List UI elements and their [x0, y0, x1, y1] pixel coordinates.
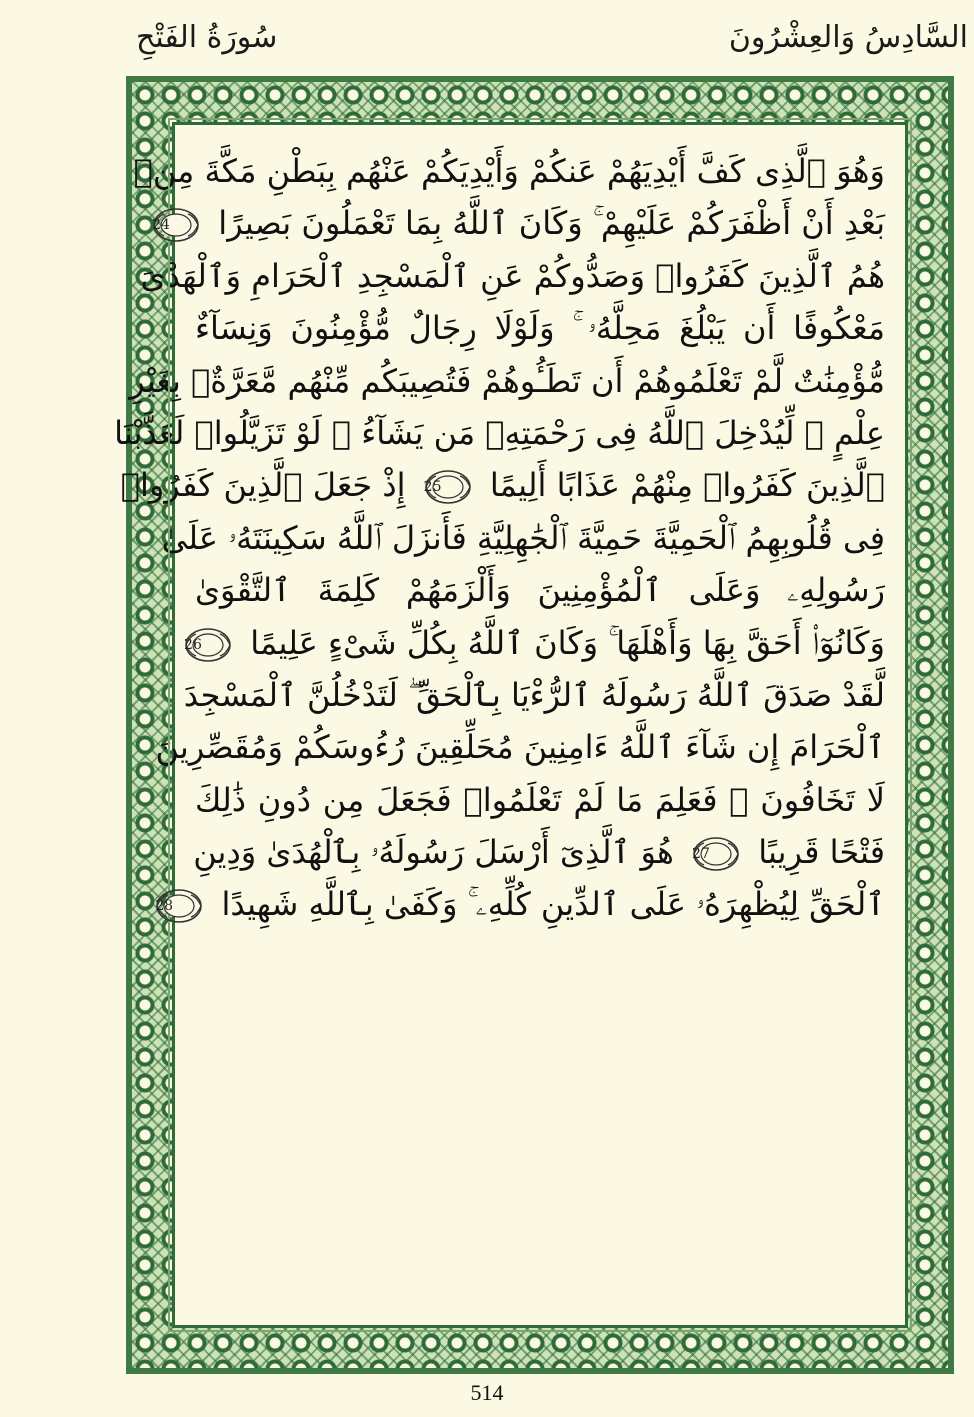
- verse-line: [129, 355, 885, 407]
- verse-line: [155, 878, 885, 930]
- verse-line: [120, 459, 885, 511]
- ayah-number-marker: [692, 835, 740, 873]
- verse-line: [195, 826, 885, 878]
- verse-text: فِى قُلُوبِهِمُ ٱلْحَمِيَّةَ حَمِيَّةَ ٱلْجَٰهِلِيَّةِ فَأَنزَلَ ٱللَّهُ سَكِينَتَهُۥ عَلَىٰ: [161, 518, 885, 557]
- ayah-number: 27: [692, 846, 710, 863]
- ayah-number: 28: [155, 898, 174, 915]
- verse-text: عِلْمٍ ۖ لِّيُدْخِلَ ٱللَّهُ فِى رَحْمَتِهِۦ مَن يَشَآءُ ۚ لَوْ تَزَيَّلُوا۟ لَعَذَّبْنَا: [114, 413, 885, 452]
- verse-line: [155, 721, 885, 773]
- verse-text: مَعْكُوفًا أَن يَبْلُغَ مَحِلَّهُۥ ۚ وَلَوْلَا رِجَالٌ مُّؤْمِنُونَ وَنِسَآءٌ: [195, 309, 885, 348]
- verse-text: وَكَانُوٓا۟ أَحَقَّ بِهَا وَأَهْلَهَا ۚ وَكَانَ ٱللَّهُ بِكُلِّ شَىْءٍ عَلِيمًا: [250, 623, 885, 662]
- verse-line: [114, 407, 885, 459]
- ayah-number-marker: [152, 206, 200, 244]
- frame-pattern-band: [114, 82, 948, 1368]
- verse-text: مُّؤْمِنَٰتٌ لَّمْ تَعْلَمُوهُمْ أَن تَطَـُٔوهُمْ فَتُصِيبَكُم مِّنْهُم مَّعَرَّةٌۢ بِغَيْرِ: [129, 361, 885, 400]
- verse-line: [184, 617, 885, 669]
- ayah-number-marker: [184, 626, 232, 664]
- surah-name-header: سُورَةُ الفَتْحِ: [136, 20, 278, 55]
- verse-text: إِذْ جَعَلَ ٱلَّذِينَ كَفَرُوا۟: [120, 466, 406, 505]
- verse-line: [140, 250, 885, 302]
- verse-text: لَا تَخَافُونَ ۖ فَعَلِمَ مَا لَمْ تَعْلَمُوا۟ فَجَعَلَ مِن دُونِ ذَٰلِكَ: [195, 780, 885, 819]
- verse-line: [161, 512, 885, 564]
- verse-line: [152, 197, 885, 249]
- ayah-number: 26: [184, 636, 202, 653]
- verse-text: بَعْدِ أَنْ أَظْفَرَكُمْ عَلَيْهِمْ ۚ وَكَانَ ٱللَّهُ بِمَا تَعْمَلُونَ بَصِيرًا: [218, 204, 885, 243]
- verse-line: [133, 145, 885, 197]
- page-number: 514: [470, 1380, 504, 1405]
- ayah-number: 24: [152, 217, 170, 234]
- verse-text: وَهُوَ ٱلَّذِى كَفَّ أَيْدِيَهُمْ عَنكُمْ وَأَيْدِيَكُمْ عَنْهُم بِبَطْنِ مَكَّةَ مِنۢ: [133, 152, 885, 190]
- verse-text: ٱلْحَرَامَ إِن شَآءَ ٱللَّهُ ءَامِنِينَ مُحَلِّقِينَ رُءُوسَكُمْ وَمُقَصِّرِينَ: [155, 728, 885, 767]
- verse-line: [195, 564, 885, 616]
- verse-text: فَتْحًا قَرِيبًا: [758, 833, 885, 872]
- verse-text: ٱلْحَقِّ لِيُظْهِرَهُۥ عَلَى ٱلدِّينِ كُلِّهِۦ ۚ وَكَفَىٰ بِٱللَّهِ شَهِيدًا: [221, 885, 885, 924]
- verse-line: [183, 669, 885, 721]
- verse-text: لَّقَدْ صَدَقَ ٱللَّهُ رَسُولَهُ ٱلرُّءْيَا بِٱلْحَقِّ ۖ لَتَدْخُلُنَّ ٱلْمَسْجِدَ: [183, 675, 885, 714]
- verse-text: هُوَ ٱلَّذِىٓ أَرْسَلَ رَسُولَهُۥ بِٱلْهُدَىٰ وَدِينِ: [193, 833, 674, 872]
- ayah-number-marker: [155, 887, 203, 925]
- verse-text: رَسُولِهِۦ وَعَلَى ٱلْمُؤْمِنِينَ وَأَلْزَمَهُمْ كَلِمَةَ ٱلتَّقْوَىٰ: [195, 571, 885, 610]
- text-panel: [114, 122, 908, 1328]
- quran-text-area: [114, 145, 885, 931]
- verse-text: هُمُ ٱلَّذِينَ كَفَرُوا۟ وَصَدُّوكُمْ عَنِ ٱلْمَسْجِدِ ٱلْحَرَامِ وَٱلْهَدْىَ: [140, 256, 885, 295]
- ornamental-frame: [114, 76, 954, 1374]
- ayah-number: 25: [423, 479, 442, 496]
- juz-name-header: السَّادِسُ وَالعِشْرُونَ: [728, 20, 968, 55]
- verse-line: [195, 302, 885, 354]
- ayah-number-marker: [424, 468, 472, 506]
- verse-text: ٱلَّذِينَ كَفَرُوا۟ مِنْهُمْ عَذَابًا أَلِيمًا: [489, 466, 885, 505]
- verse-line: [195, 774, 885, 826]
